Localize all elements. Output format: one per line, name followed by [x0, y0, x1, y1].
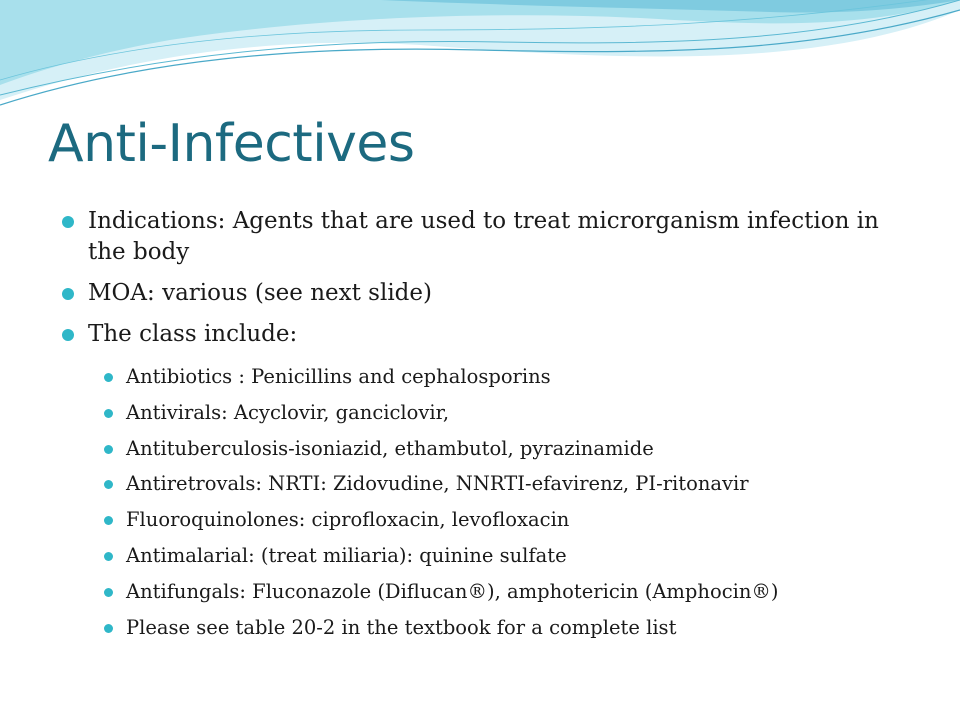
sub-bullet-item	[62, 400, 912, 426]
sub-bullet-item	[62, 364, 912, 390]
sub-bullet-text: Antituberculosis-isoniazid, ethambutol, pyrazinamide	[126, 436, 654, 460]
sub-bullet-icon	[104, 409, 113, 418]
bullet-text: The class include:	[88, 321, 298, 347]
bullet-text: MOA: various (see next slide)	[88, 280, 432, 306]
header-wave-decoration	[0, 0, 960, 130]
sub-bullet-text: Antifungals: Fluconazole (Diflucan®), amphotericin (Amphocin®)	[126, 579, 779, 603]
sub-bullet-item	[62, 436, 912, 462]
sub-bullet-list	[62, 364, 912, 641]
bullet-icon	[62, 288, 74, 300]
sub-bullet-icon	[104, 516, 113, 525]
bullet-item	[62, 319, 912, 350]
sub-bullet-text: Antibiotics : Penicillins and cephalosporins	[126, 365, 551, 388]
slide-title: Anti-Infectives	[48, 114, 415, 174]
bullet-item	[62, 278, 912, 309]
sub-bullet-text: Antimalarial: (treat miliaria): quinine sulfate	[126, 543, 567, 567]
sub-bullet-item	[62, 471, 912, 497]
bullet-list	[62, 206, 912, 650]
sub-bullet-icon	[104, 588, 113, 597]
sub-bullet-icon	[104, 480, 113, 489]
sub-bullet-item	[62, 615, 912, 641]
sub-bullet-text: Antiretrovals: NRTI: Zidovudine, NNRTI-efavirenz, PI-ritonavir	[126, 472, 749, 496]
bullet-icon	[62, 329, 74, 341]
sub-bullet-icon	[104, 445, 113, 454]
sub-bullet-item	[62, 579, 912, 605]
sub-bullet-icon	[104, 373, 113, 382]
sub-bullet-text: Antivirals: Acyclovir, ganciclovir,	[126, 400, 450, 424]
bullet-item	[62, 206, 912, 268]
sub-bullet-item	[62, 507, 912, 533]
sub-bullet-icon	[104, 624, 113, 633]
sub-bullet-text: Please see table 20-2 in the textbook for a complete list	[126, 615, 677, 639]
sub-bullet-item	[62, 543, 912, 569]
sub-bullet-icon	[104, 552, 113, 561]
bullet-text: Indications: Agents that are used to treat microrganism infection in the body	[88, 208, 879, 265]
sub-bullet-text: Fluoroquinolones: ciprofloxacin, levofloxacin	[126, 508, 570, 532]
bullet-icon	[62, 216, 74, 228]
